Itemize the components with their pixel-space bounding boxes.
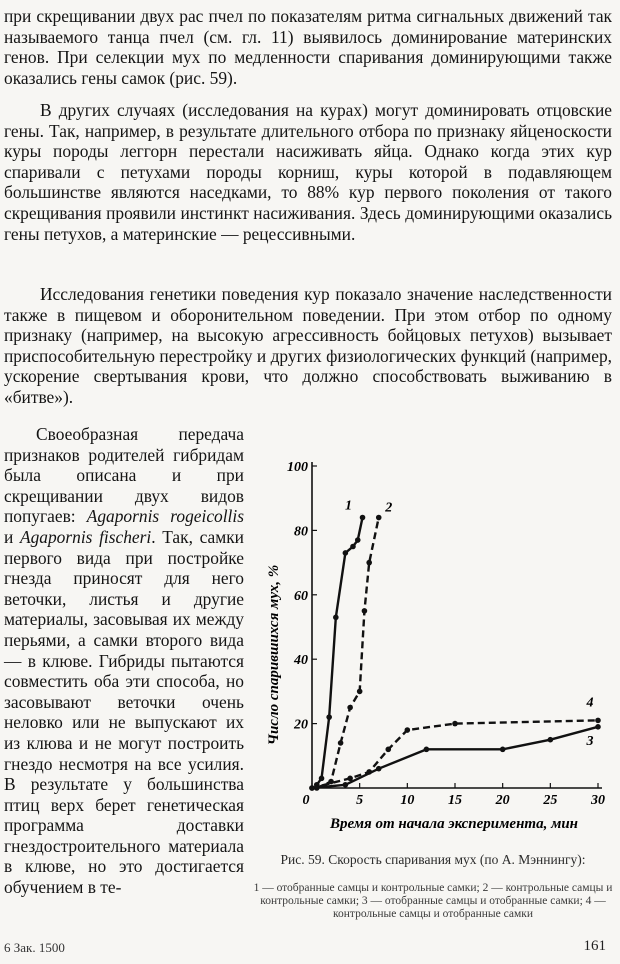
paragraph-2: В других случаях (исследования на курах) могут доминировать отцовские гены. Так, например, в результате длительного отбора по признаку яйценоскости куры породы леггорн перестали насиживать яйца. Однако когда этих кур спаривали с петухами породы корниш, куры которой в подавляющем большинстве являются наседками, то 88% кур первого поколения от такого скрещивания проявили инстинкт насиживания. Здесь доминирующими оказались гены петухов, а материнские — рецессивными. bbox=[4, 100, 612, 244]
x-tick-label: 30 bbox=[591, 793, 605, 808]
series-line-4 bbox=[312, 720, 598, 788]
data-point bbox=[343, 782, 349, 788]
x-tick-label: 10 bbox=[400, 793, 415, 808]
mating-speed-chart bbox=[262, 450, 620, 850]
chart-axes bbox=[312, 462, 602, 788]
data-point bbox=[452, 721, 458, 727]
y-tick-label: 60 bbox=[294, 588, 308, 604]
data-point bbox=[333, 615, 339, 621]
y-tick-label: 40 bbox=[294, 653, 308, 669]
column-text-2: . Так, самки первого вида при постройке гнезда приносят для него веточки, листья и другие материалы, засовывая их между перьями, а самки второго вида — в клюве. Гибриды пытаются совместить оба эти способа, но засовывают веточки очень неловко или не выпускают их из клюва и не могут построить гнездо несмотря на все усилия. В результате у большинства птиц верх берет генетическая программа доставки гнездостроительного материала в клюве, но это достигается обучением в те- bbox=[4, 526, 244, 898]
species-name-2: Agapornis fischeri bbox=[19, 526, 152, 547]
x-tick-label: 25 bbox=[543, 793, 558, 808]
paragraph-1: при скрещивании двух рас пчел по показателям ритма сигнальных движений так называемого танца пчел (см. гл. 11) выявилось доминирование материнских генов. При селекции мух по медленности спаривания доминирующими также оказались гены самок (рис. 59). bbox=[4, 6, 612, 88]
data-point bbox=[347, 776, 353, 782]
column-text-and: и bbox=[4, 526, 20, 547]
data-point bbox=[548, 737, 554, 743]
paragraph-3: Исследования генетики поведения кур показало значение наследственности также в пищевом и оборонительном поведении. При этом отбор по одному признаку (например, на высокую агрессивность бойцовых петухов) вызывает приспособительную перестройку и других физиологических функций (например, ускорение свертывания крови, что должно способствовать выживанию в «битве»). bbox=[4, 284, 612, 407]
y-axis-label: Число спарившихся мух, % bbox=[266, 564, 282, 746]
species-name-1: Agapornis rogeicollis bbox=[86, 506, 244, 527]
data-point bbox=[350, 544, 356, 550]
data-point bbox=[366, 769, 372, 775]
series-line-3 bbox=[312, 727, 598, 788]
column-text-1: Своеобразная передача признаков родителей гибридам была описана и при скрещивании двух видов попугаев: bbox=[4, 424, 244, 527]
y-tick-label: 100 bbox=[287, 460, 308, 475]
x-axis-label: Время от начала эксперимента, мин bbox=[329, 816, 579, 832]
series-label: 3 bbox=[586, 733, 594, 749]
x-tick-label: 5 bbox=[356, 793, 364, 808]
data-point bbox=[357, 689, 363, 695]
series-label: 1 bbox=[345, 498, 353, 514]
page-number: 161 bbox=[583, 938, 606, 954]
figure-caption: Рис. 59. Скорость спаривания мух (по А. Мэннингу): bbox=[280, 852, 586, 867]
data-point bbox=[326, 714, 332, 720]
data-point bbox=[338, 740, 344, 746]
data-point bbox=[362, 608, 368, 614]
data-point bbox=[319, 776, 325, 782]
chart-series bbox=[309, 499, 601, 791]
data-point bbox=[366, 560, 372, 566]
data-point bbox=[376, 515, 382, 521]
x-tick-label: 0 bbox=[302, 793, 310, 808]
data-point bbox=[385, 747, 391, 753]
x-tick-label: 15 bbox=[448, 793, 462, 808]
data-point bbox=[595, 718, 601, 724]
series-label: 4 bbox=[586, 695, 594, 711]
data-point bbox=[405, 727, 411, 733]
data-point bbox=[343, 550, 349, 556]
data-point bbox=[424, 747, 430, 753]
data-point bbox=[500, 747, 506, 753]
series-label: 2 bbox=[385, 500, 393, 516]
data-point bbox=[360, 515, 366, 521]
column-paragraph bbox=[4, 424, 244, 898]
data-point bbox=[309, 785, 315, 791]
y-tick-label: 80 bbox=[294, 524, 308, 540]
x-tick-label: 20 bbox=[495, 793, 510, 808]
data-point bbox=[376, 766, 382, 772]
printer-signature: 6 Зак. 1500 bbox=[4, 940, 65, 955]
data-point bbox=[595, 724, 601, 730]
data-point bbox=[355, 537, 361, 543]
figure-legend: 1 — отобранные самцы и контрольные самки; 2 — контрольные самцы и контрольные самки; 3 — отобранные самцы и отобранные самки; 4 — контрольные самцы и отобранные самки bbox=[253, 882, 613, 920]
data-point bbox=[347, 705, 353, 711]
y-tick-label: 20 bbox=[294, 717, 308, 733]
